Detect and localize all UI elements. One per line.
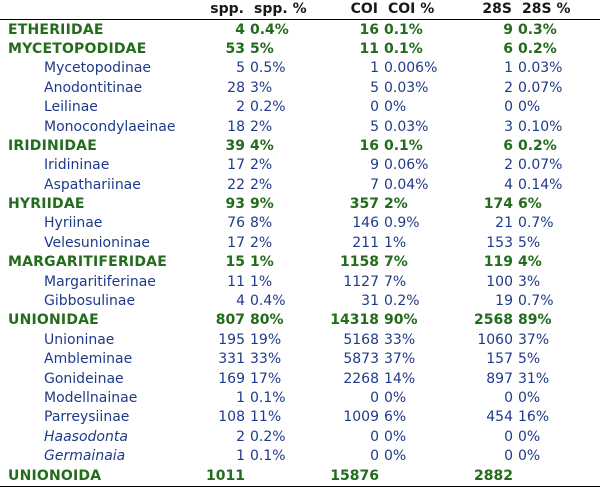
coi-count: 146 bbox=[352, 215, 379, 232]
table-row-order-total bbox=[0, 466, 600, 486]
taxon-name: Iridininae bbox=[44, 157, 110, 174]
r28s-percent: 0.7% bbox=[518, 293, 554, 310]
coi-count: 0 bbox=[370, 428, 379, 445]
header-spp: spp. bbox=[176, 0, 248, 20]
taxon-name: Monocondylaeinae bbox=[44, 118, 176, 135]
coi-count: 0 bbox=[370, 390, 379, 406]
spp-percent: 0.1% bbox=[250, 390, 286, 406]
taxon-name: Parreysiinae bbox=[44, 409, 130, 426]
coi-count: 5 bbox=[370, 118, 379, 135]
r28s-percent: 0% bbox=[518, 390, 541, 406]
table-row-subfamily bbox=[0, 214, 600, 233]
coi-percent: 14% bbox=[384, 370, 416, 387]
coi-count: 9 bbox=[370, 157, 379, 174]
r28s-percent: 5% bbox=[518, 351, 541, 368]
spp-count: 195 bbox=[218, 331, 245, 348]
table-row-subfamily bbox=[0, 292, 600, 311]
r28s-percent: 0.2% bbox=[518, 137, 557, 154]
coi-count: 14318 bbox=[330, 312, 379, 329]
taxon-name: Anodontitinae bbox=[44, 79, 143, 96]
spp-percent: 4% bbox=[250, 137, 274, 154]
coi-count: 1 bbox=[370, 60, 379, 77]
table-row-subfamily bbox=[0, 408, 600, 427]
spp-percent: 2% bbox=[250, 118, 273, 135]
header-coi: COI bbox=[310, 0, 382, 20]
coi-count: 211 bbox=[352, 234, 379, 251]
table-row-subfamily bbox=[0, 234, 600, 253]
table-row-subfamily bbox=[0, 117, 600, 136]
spp-percent: 0.4% bbox=[250, 21, 289, 38]
r28s-count: 21 bbox=[495, 215, 513, 232]
taxon-name: Gonideinae bbox=[44, 370, 124, 387]
coi-count: 0 bbox=[370, 99, 379, 116]
coi-count: 1158 bbox=[340, 254, 379, 271]
spp-count: 1 bbox=[236, 390, 245, 406]
spp-percent: 1% bbox=[250, 273, 273, 290]
taxon-name: Margaritiferinae bbox=[44, 273, 156, 290]
spp-percent: 0.5% bbox=[250, 60, 286, 77]
spp-count: 11 bbox=[227, 273, 245, 290]
coi-percent: 0.1% bbox=[384, 137, 423, 154]
r28s-count: 119 bbox=[483, 254, 513, 271]
header-coi-pct: COI % bbox=[382, 0, 460, 20]
table-row-subfamily bbox=[0, 156, 600, 175]
spp-percent: 17% bbox=[250, 370, 282, 387]
r28s-count: 454 bbox=[486, 409, 513, 426]
coi-percent: 0% bbox=[384, 99, 407, 116]
spp-percent: 0.2% bbox=[250, 428, 286, 445]
taxon-name: Velesunioninae bbox=[44, 234, 150, 251]
coi-percent: 0.06% bbox=[384, 157, 429, 174]
table-row-subfamily bbox=[0, 350, 600, 369]
r28s-count: 897 bbox=[486, 370, 513, 387]
taxon-name: Ambleminae bbox=[44, 351, 133, 368]
coi-count: 357 bbox=[349, 196, 379, 213]
spp-count: 17 bbox=[227, 234, 245, 251]
header-spp-pct: spp. % bbox=[248, 0, 310, 20]
r28s-count: 2882 bbox=[460, 466, 516, 486]
r28s-percent: 16% bbox=[518, 409, 550, 426]
coi-percent bbox=[382, 466, 460, 486]
coi-count: 16 bbox=[359, 137, 379, 154]
taxon-name: Leilinae bbox=[44, 99, 98, 116]
taxon-name: Modellnainae bbox=[44, 390, 138, 406]
spp-count: 18 bbox=[227, 118, 245, 135]
coi-percent: 7% bbox=[384, 254, 408, 271]
spp-percent: 5% bbox=[250, 40, 274, 57]
coi-percent: 33% bbox=[384, 331, 416, 348]
spp-percent: 2% bbox=[250, 234, 273, 251]
table-row-family bbox=[0, 311, 600, 330]
coi-percent: 0.2% bbox=[384, 293, 420, 310]
r28s-count: 0 bbox=[504, 99, 513, 116]
r28s-percent: 0.07% bbox=[518, 79, 563, 96]
r28s-percent: 0.07% bbox=[518, 157, 563, 174]
spp-percent: 8% bbox=[250, 215, 273, 232]
spp-count: 4 bbox=[235, 21, 245, 38]
spp-percent: 0.2% bbox=[250, 99, 286, 116]
r28s-count: 0 bbox=[504, 428, 513, 445]
r28s-count: 0 bbox=[504, 448, 513, 465]
spp-percent: 11% bbox=[250, 409, 282, 426]
r28s-percent: 0.03% bbox=[518, 60, 563, 77]
table-row-subfamily bbox=[0, 447, 600, 466]
coi-count: 31 bbox=[361, 293, 379, 310]
table-row-family bbox=[0, 20, 600, 40]
r28s-percent: 5% bbox=[518, 234, 541, 251]
coi-count: 2268 bbox=[343, 370, 379, 387]
r28s-count: 2568 bbox=[474, 312, 513, 329]
table-row-subfamily bbox=[0, 59, 600, 78]
header-row bbox=[0, 0, 600, 20]
r28s-count: 153 bbox=[486, 234, 513, 251]
taxon-name: Unioninae bbox=[44, 331, 115, 348]
r28s-count: 174 bbox=[483, 196, 513, 213]
taxon-name: Aspathariinae bbox=[44, 176, 141, 193]
r28s-count: 6 bbox=[503, 40, 513, 57]
spp-count: 22 bbox=[227, 176, 245, 193]
r28s-percent: 0% bbox=[518, 99, 541, 116]
coi-percent: 0.04% bbox=[384, 176, 429, 193]
r28s-percent: 3% bbox=[518, 273, 541, 290]
coi-percent: 2% bbox=[384, 196, 408, 213]
spp-percent: 19% bbox=[250, 331, 282, 348]
r28s-count: 1060 bbox=[477, 331, 513, 348]
coi-percent: 37% bbox=[384, 351, 416, 368]
table-row-subfamily bbox=[0, 176, 600, 195]
taxon-name: HYRIIDAE bbox=[8, 196, 85, 213]
r28s-percent: 31% bbox=[518, 370, 550, 387]
coi-count: 1009 bbox=[343, 409, 379, 426]
coi-count: 11 bbox=[359, 40, 379, 57]
coi-count: 0 bbox=[370, 448, 379, 465]
r28s-percent: 6% bbox=[518, 196, 542, 213]
table-row-subfamily bbox=[0, 79, 600, 98]
spp-count: 4 bbox=[236, 293, 245, 310]
r28s-count: 1 bbox=[504, 60, 513, 77]
taxon-name: UNIONIDAE bbox=[8, 312, 99, 329]
coi-count: 7 bbox=[370, 176, 379, 193]
taxon-name: Haasodonta bbox=[44, 428, 128, 445]
table-row-family bbox=[0, 137, 600, 156]
spp-count: 93 bbox=[225, 196, 245, 213]
taxon-name: Germainaia bbox=[44, 448, 126, 465]
r28s-percent bbox=[516, 466, 600, 486]
coi-percent: 0.03% bbox=[384, 118, 429, 135]
table-row-subfamily bbox=[0, 428, 600, 447]
table-row-subfamily bbox=[0, 389, 600, 408]
r28s-percent: 0.7% bbox=[518, 215, 554, 232]
taxon-name: MYCETOPODIDAE bbox=[8, 40, 147, 57]
spp-count: 1011 bbox=[176, 466, 248, 486]
coi-count: 16 bbox=[359, 21, 379, 38]
coi-count: 15876 bbox=[310, 466, 382, 486]
spp-count: 76 bbox=[227, 215, 245, 232]
r28s-count: 4 bbox=[504, 176, 513, 193]
r28s-percent: 0% bbox=[518, 428, 541, 445]
spp-percent: 80% bbox=[250, 312, 284, 329]
coi-count: 5873 bbox=[343, 351, 379, 368]
coi-count: 1127 bbox=[343, 273, 379, 290]
coi-percent: 0% bbox=[384, 428, 407, 445]
coi-percent: 0.1% bbox=[384, 21, 423, 38]
spp-percent: 0.4% bbox=[250, 293, 286, 310]
taxon-name: IRIDINIDAE bbox=[8, 137, 97, 154]
r28s-percent: 0.2% bbox=[518, 40, 557, 57]
r28s-percent: 0.10% bbox=[518, 118, 563, 135]
coi-percent: 0.9% bbox=[384, 215, 420, 232]
spp-percent: 2% bbox=[250, 176, 273, 193]
coi-count: 5168 bbox=[343, 331, 379, 348]
coi-percent: 0% bbox=[384, 448, 407, 465]
r28s-count: 100 bbox=[486, 273, 513, 290]
spp-count: 169 bbox=[218, 370, 245, 387]
r28s-percent: 4% bbox=[518, 254, 542, 271]
spp-count: 28 bbox=[227, 79, 245, 96]
spp-count: 2 bbox=[236, 99, 245, 116]
coi-percent: 6% bbox=[384, 409, 407, 426]
coi-percent: 0.006% bbox=[384, 60, 438, 77]
spp-percent: 1% bbox=[250, 254, 274, 271]
header-28s: 28S bbox=[460, 0, 516, 20]
spp-percent: 2% bbox=[250, 157, 273, 174]
spp-count: 39 bbox=[225, 137, 245, 154]
taxon-name: Mycetopodinae bbox=[44, 60, 152, 77]
table-row-subfamily bbox=[0, 369, 600, 388]
table-row-subfamily bbox=[0, 98, 600, 117]
taxon-name: Gibbosulinae bbox=[44, 293, 136, 310]
spp-percent: 33% bbox=[250, 351, 282, 368]
r28s-count: 6 bbox=[503, 137, 513, 154]
spp-count: 17 bbox=[227, 157, 245, 174]
taxon-name: UNIONOIDA bbox=[0, 466, 176, 486]
spp-percent: 0.1% bbox=[250, 448, 286, 465]
r28s-count: 0 bbox=[504, 390, 513, 406]
spp-count: 108 bbox=[218, 409, 245, 426]
coi-percent: 0.1% bbox=[384, 40, 423, 57]
spp-count: 331 bbox=[218, 351, 245, 368]
table-row-subfamily bbox=[0, 272, 600, 291]
table-row-subfamily bbox=[0, 331, 600, 350]
r28s-percent: 0.14% bbox=[518, 176, 563, 193]
coi-percent: 0.03% bbox=[384, 79, 429, 96]
r28s-count: 19 bbox=[495, 293, 513, 310]
r28s-percent: 37% bbox=[518, 331, 550, 348]
r28s-count: 2 bbox=[504, 79, 513, 96]
header-taxon bbox=[0, 0, 176, 20]
r28s-count: 157 bbox=[486, 351, 513, 368]
spp-percent bbox=[248, 466, 310, 486]
r28s-percent: 0.3% bbox=[518, 21, 557, 38]
coi-percent: 1% bbox=[384, 234, 407, 251]
taxon-name: MARGARITIFERIDAE bbox=[8, 254, 167, 271]
coi-percent: 90% bbox=[384, 312, 418, 329]
spp-count: 807 bbox=[215, 312, 245, 329]
spp-percent: 9% bbox=[250, 196, 274, 213]
table-row-family bbox=[0, 195, 600, 214]
spp-count: 2 bbox=[236, 428, 245, 445]
r28s-count: 3 bbox=[504, 118, 513, 135]
header-28s-pct: 28S % bbox=[516, 0, 600, 20]
taxon-name: ETHERIIDAE bbox=[8, 21, 104, 38]
r28s-count: 2 bbox=[504, 157, 513, 174]
r28s-percent: 0% bbox=[518, 448, 541, 465]
r28s-percent: 89% bbox=[518, 312, 552, 329]
coi-percent: 0% bbox=[384, 390, 407, 406]
spp-count: 1 bbox=[236, 448, 245, 465]
spp-count: 53 bbox=[225, 40, 245, 57]
coi-count: 5 bbox=[370, 79, 379, 96]
spp-count: 15 bbox=[225, 254, 245, 271]
taxon-name: Hyriinae bbox=[44, 215, 103, 232]
coi-percent: 7% bbox=[384, 273, 407, 290]
spp-count: 5 bbox=[236, 60, 245, 77]
table-row-family bbox=[0, 40, 600, 59]
table-row-family bbox=[0, 253, 600, 272]
spp-percent: 3% bbox=[250, 79, 273, 96]
r28s-count: 9 bbox=[503, 21, 513, 38]
